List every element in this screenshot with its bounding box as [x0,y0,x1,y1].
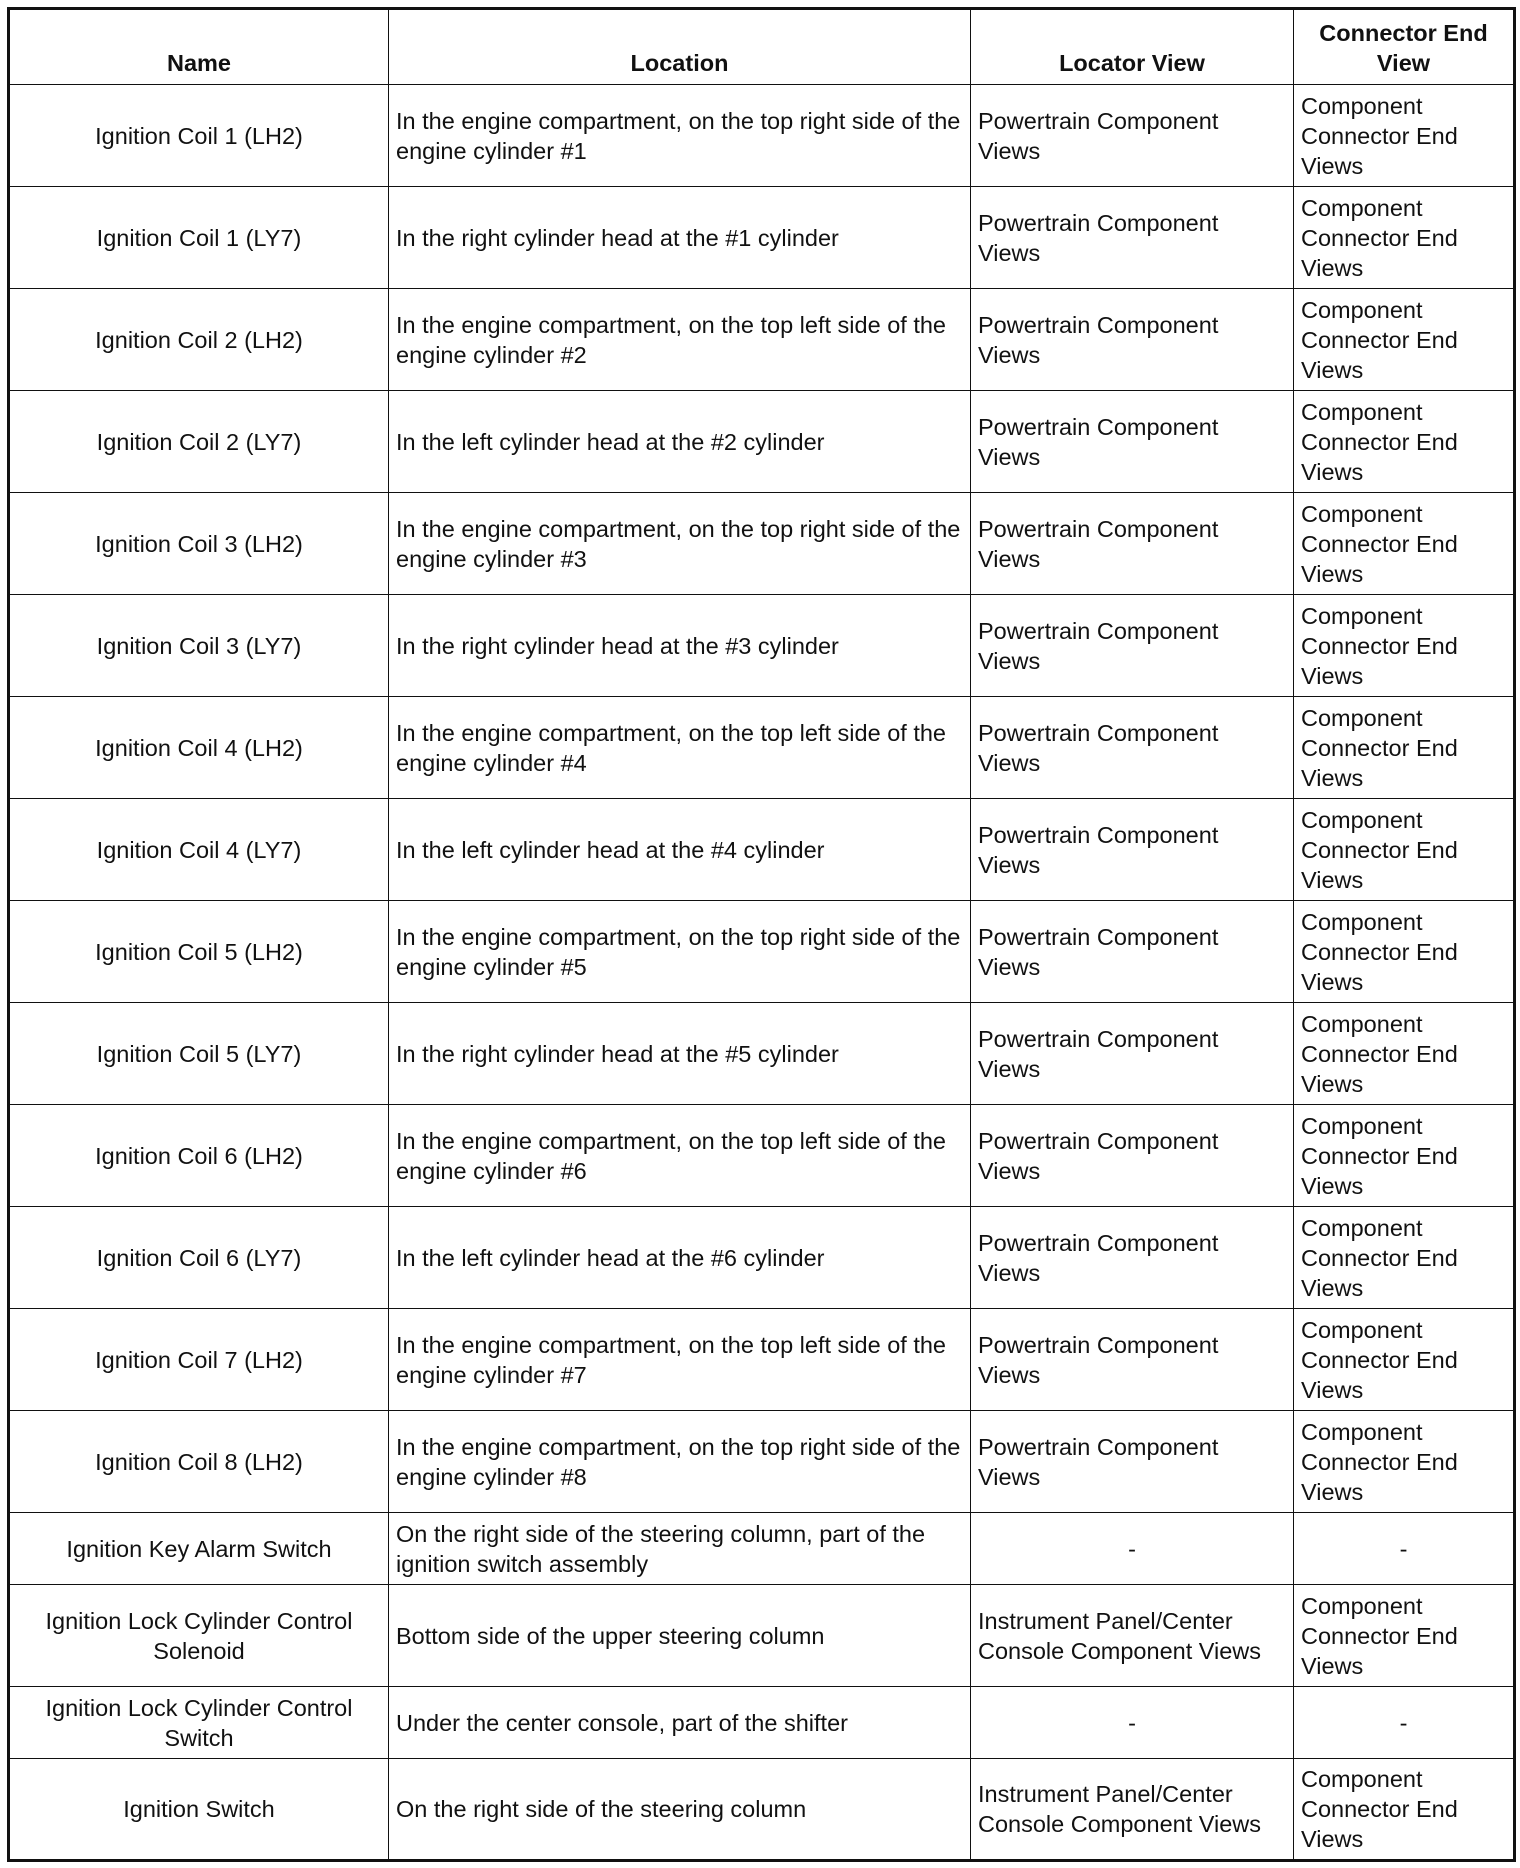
cell-name: Ignition Coil 3 (LY7) [9,595,389,697]
table-row [9,1513,1515,1585]
table-row [9,799,1515,901]
cell-location: In the engine compartment, on the top right side of the engine cylinder #3 [389,493,971,595]
cell-name: Ignition Coil 5 (LH2) [9,901,389,1003]
cell-location: On the right side of the steering column [389,1759,971,1861]
component-locator-table-container [7,7,1513,1861]
cell-name: Ignition Coil 6 (LH2) [9,1105,389,1207]
cell-location: In the left cylinder head at the #6 cylinder [389,1207,971,1309]
cell-name: Ignition Coil 6 (LY7) [9,1207,389,1309]
cell-locator-view: Powertrain Component Views [971,1411,1294,1513]
cell-locator-view: Instrument Panel/Center Console Component Views [971,1759,1294,1861]
table-row [9,1687,1515,1759]
header-location: Location [389,9,971,85]
table-row [9,697,1515,799]
cell-name: Ignition Coil 5 (LY7) [9,1003,389,1105]
header-locator-view: Locator View [971,9,1294,85]
cell-location: In the engine compartment, on the top right side of the engine cylinder #5 [389,901,971,1003]
cell-location: In the left cylinder head at the #2 cylinder [389,391,971,493]
cell-connector-end-view: Component Connector End Views [1294,1411,1515,1513]
cell-connector-end-view: Component Connector End Views [1294,1207,1515,1309]
cell-location: In the engine compartment, on the top left side of the engine cylinder #6 [389,1105,971,1207]
cell-name: Ignition Lock Cylinder Control Switch [9,1687,389,1759]
table-row [9,1759,1515,1861]
table-row [9,595,1515,697]
cell-connector-end-view: Component Connector End Views [1294,85,1515,187]
cell-locator-view: Powertrain Component Views [971,697,1294,799]
cell-location: In the right cylinder head at the #3 cylinder [389,595,971,697]
cell-name: Ignition Coil 3 (LH2) [9,493,389,595]
table-row [9,1003,1515,1105]
cell-locator-view: Powertrain Component Views [971,901,1294,1003]
header-name: Name [9,9,389,85]
cell-connector-end-view: Component Connector End Views [1294,1759,1515,1861]
cell-connector-end-view: Component Connector End Views [1294,391,1515,493]
header-row [9,9,1515,85]
cell-connector-end-view: Component Connector End Views [1294,1105,1515,1207]
cell-connector-end-view: Component Connector End Views [1294,289,1515,391]
cell-location: On the right side of the steering column, part of the ignition switch assembly [389,1513,971,1585]
cell-name: Ignition Coil 4 (LH2) [9,697,389,799]
cell-locator-view: Powertrain Component Views [971,289,1294,391]
table-row [9,391,1515,493]
cell-location: In the engine compartment, on the top left side of the engine cylinder #2 [389,289,971,391]
cell-locator-view: Powertrain Component Views [971,1207,1294,1309]
cell-connector-end-view: Component Connector End Views [1294,799,1515,901]
cell-locator-view: - [971,1513,1294,1585]
table-row [9,493,1515,595]
table-row [9,85,1515,187]
cell-name: Ignition Coil 2 (LH2) [9,289,389,391]
cell-locator-view: Powertrain Component Views [971,799,1294,901]
cell-location: In the left cylinder head at the #4 cylinder [389,799,971,901]
table-body [9,85,1515,1861]
cell-location: In the engine compartment, on the top right side of the engine cylinder #8 [389,1411,971,1513]
cell-name: Ignition Coil 8 (LH2) [9,1411,389,1513]
table-row [9,187,1515,289]
table-row [9,1105,1515,1207]
cell-connector-end-view: - [1294,1687,1515,1759]
cell-location: In the engine compartment, on the top right side of the engine cylinder #1 [389,85,971,187]
component-locator-table [7,7,1516,1862]
cell-name: Ignition Coil 2 (LY7) [9,391,389,493]
cell-location: Under the center console, part of the shifter [389,1687,971,1759]
cell-connector-end-view: Component Connector End Views [1294,493,1515,595]
table-row [9,1309,1515,1411]
cell-location: In the right cylinder head at the #1 cylinder [389,187,971,289]
cell-name: Ignition Coil 1 (LY7) [9,187,389,289]
cell-locator-view: Powertrain Component Views [971,1105,1294,1207]
cell-locator-view: Powertrain Component Views [971,1309,1294,1411]
cell-connector-end-view: Component Connector End Views [1294,595,1515,697]
cell-locator-view: Instrument Panel/Center Console Component Views [971,1585,1294,1687]
header-connector-end-view: Connector End View [1294,9,1515,85]
table-row [9,1585,1515,1687]
cell-locator-view: Powertrain Component Views [971,187,1294,289]
cell-name: Ignition Lock Cylinder Control Solenoid [9,1585,389,1687]
cell-connector-end-view: Component Connector End Views [1294,1003,1515,1105]
table-row [9,289,1515,391]
cell-locator-view: Powertrain Component Views [971,595,1294,697]
cell-locator-view: Powertrain Component Views [971,85,1294,187]
cell-connector-end-view: Component Connector End Views [1294,1585,1515,1687]
cell-locator-view: Powertrain Component Views [971,391,1294,493]
cell-connector-end-view: Component Connector End Views [1294,187,1515,289]
table-row [9,1411,1515,1513]
cell-locator-view: Powertrain Component Views [971,493,1294,595]
cell-location: In the engine compartment, on the top left side of the engine cylinder #7 [389,1309,971,1411]
cell-locator-view: - [971,1687,1294,1759]
cell-connector-end-view: Component Connector End Views [1294,697,1515,799]
cell-name: Ignition Coil 4 (LY7) [9,799,389,901]
cell-connector-end-view: Component Connector End Views [1294,1309,1515,1411]
table-row [9,901,1515,1003]
cell-location: In the engine compartment, on the top left side of the engine cylinder #4 [389,697,971,799]
cell-connector-end-view: - [1294,1513,1515,1585]
cell-name: Ignition Switch [9,1759,389,1861]
cell-location: In the right cylinder head at the #5 cylinder [389,1003,971,1105]
table-row [9,1207,1515,1309]
cell-name: Ignition Coil 1 (LH2) [9,85,389,187]
cell-location: Bottom side of the upper steering column [389,1585,971,1687]
cell-name: Ignition Key Alarm Switch [9,1513,389,1585]
cell-connector-end-view: Component Connector End Views [1294,901,1515,1003]
cell-locator-view: Powertrain Component Views [971,1003,1294,1105]
cell-name: Ignition Coil 7 (LH2) [9,1309,389,1411]
